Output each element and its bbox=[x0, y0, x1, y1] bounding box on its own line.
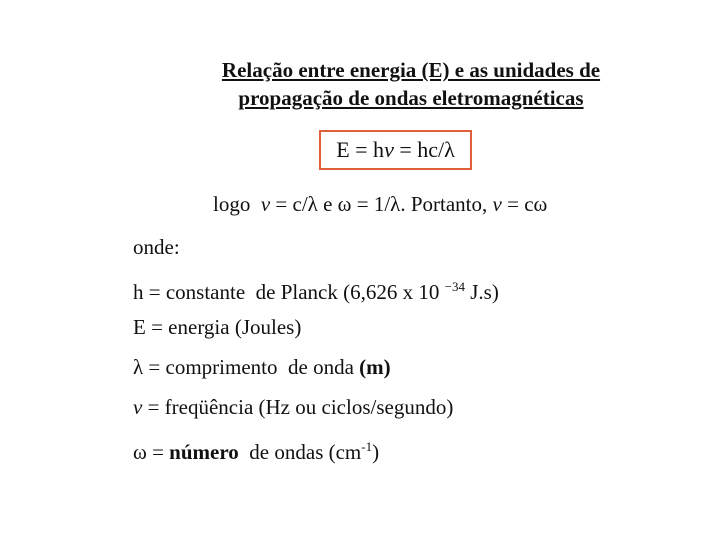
derivation-part-2: = c/λ e ω = 1/λ. Portanto, bbox=[270, 192, 493, 216]
definition-lambda-text: λ = comprimento de onda bbox=[133, 355, 360, 379]
definition-omega-middle: de ondas (cm bbox=[238, 440, 362, 464]
definition-omega-bold: número bbox=[169, 440, 239, 464]
slide-title bbox=[205, 56, 617, 112]
definition-omega-prefix: ω = bbox=[133, 440, 170, 464]
derivation-part-3: = cω bbox=[501, 192, 548, 216]
definition-h-exponent: −34 bbox=[444, 279, 465, 294]
title-line-1: Relação entre energia (E) e as unidades de bbox=[221, 58, 601, 82]
formula-prefix: E = h bbox=[336, 137, 385, 162]
definition-h-text: h = constante de Planck (6,626 x 10 bbox=[133, 280, 445, 304]
energy-formula-box bbox=[319, 130, 472, 170]
definition-lambda bbox=[133, 352, 499, 392]
definition-lambda-unit: (m) bbox=[359, 355, 391, 379]
definition-nu-text: = freqüência (Hz ou ciclos/segundo) bbox=[142, 395, 454, 419]
derivation-part-1: logo bbox=[213, 192, 261, 216]
definition-E-symbol: E bbox=[133, 315, 146, 339]
definition-omega-suffix: ) bbox=[372, 440, 380, 464]
definition-h-unit: J.s) bbox=[464, 280, 499, 304]
definition-omega bbox=[133, 432, 499, 472]
definition-E-text: = energia (Joules) bbox=[145, 315, 302, 339]
derivation-line bbox=[213, 192, 547, 217]
derivation-nu-1: ν bbox=[260, 192, 271, 216]
formula-nu: ν bbox=[384, 137, 394, 162]
definition-nu-symbol: ν bbox=[133, 395, 143, 419]
definitions-heading: onde: bbox=[133, 235, 180, 259]
derivation-nu-2: ν bbox=[492, 192, 502, 216]
definition-omega-exponent: -1 bbox=[361, 439, 373, 454]
definition-nu bbox=[133, 392, 499, 432]
definition-E bbox=[133, 312, 499, 352]
title-line-2: propagação de ondas eletromagnéticas bbox=[238, 86, 584, 110]
definitions-list bbox=[133, 232, 499, 472]
definition-h bbox=[133, 272, 499, 312]
formula-suffix: = hc/λ bbox=[393, 137, 455, 162]
